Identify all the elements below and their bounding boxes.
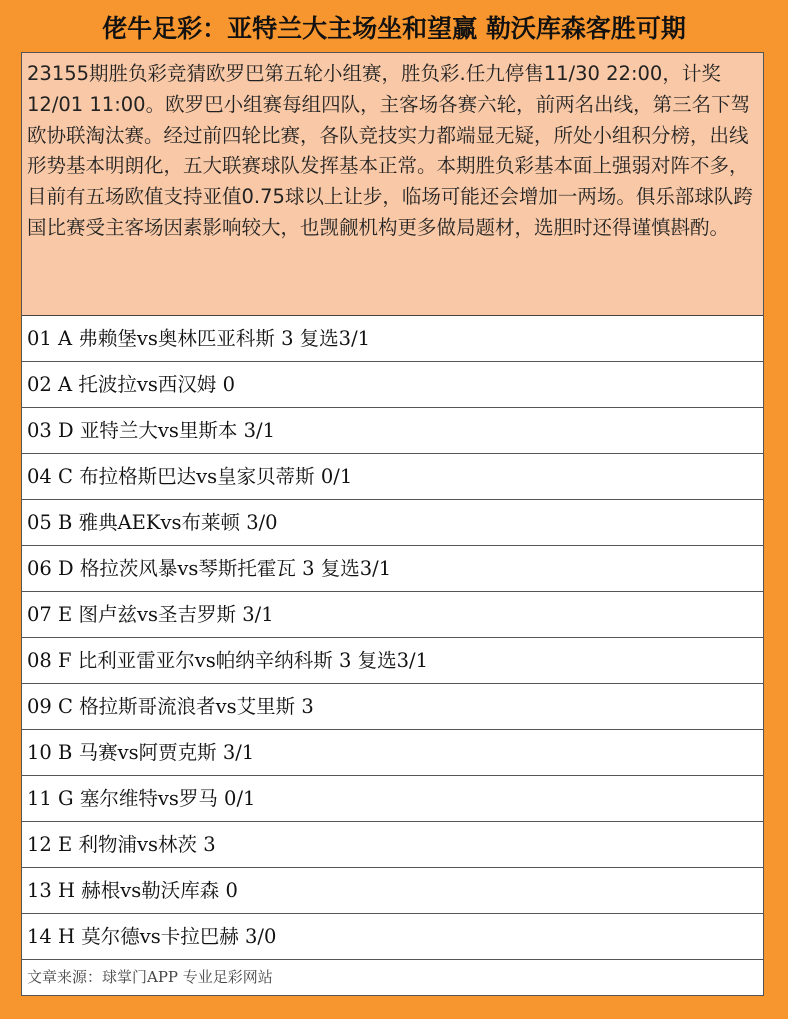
- match-number: 11: [27, 787, 52, 810]
- match-teams: 布拉格斯巴达vs皇家贝蒂斯: [79, 465, 315, 488]
- match-teams: 格拉斯哥流浪者vs艾里斯: [79, 695, 296, 718]
- match-number: 04: [27, 465, 52, 488]
- match-group: E: [58, 603, 73, 626]
- match-number: 14: [27, 925, 52, 948]
- match-teams: 图卢兹vs圣吉罗斯: [78, 603, 237, 626]
- page-title: 佬牛足彩：亚特兰大主场坐和望赢 勒沃库森客胜可期: [102, 14, 686, 43]
- match-pick: 3 复选3/1: [339, 649, 428, 672]
- match-row: [22, 592, 763, 638]
- match-group: F: [58, 649, 72, 672]
- match-row: [22, 914, 763, 960]
- match-teams: 赫根vs勒沃库森: [81, 879, 220, 902]
- match-number: 06: [27, 557, 52, 580]
- match-group: H: [58, 879, 76, 902]
- match-row: [22, 546, 763, 592]
- match-pick: 0/1: [320, 465, 353, 488]
- match-pick: 3/0: [244, 925, 277, 948]
- match-pick: 3/1: [222, 741, 255, 764]
- prediction-card: [21, 52, 764, 996]
- match-row: [22, 730, 763, 776]
- match-teams: 弗赖堡vs奥林匹亚科斯: [78, 327, 275, 350]
- match-teams: 比利亚雷亚尔vs帕纳辛纳科斯: [77, 649, 333, 672]
- match-group: A: [58, 373, 73, 396]
- match-teams: 莫尔德vs卡拉巴赫: [81, 925, 239, 948]
- match-pick: 3/1: [243, 419, 275, 442]
- match-group: D: [58, 419, 74, 442]
- match-number: 09: [27, 695, 52, 718]
- match-pick: 3/1: [242, 603, 274, 626]
- match-row: [22, 776, 763, 822]
- match-pick: 3: [203, 833, 216, 856]
- match-pick: 0: [225, 879, 238, 902]
- match-pick: 3: [301, 695, 314, 718]
- match-row: [22, 684, 763, 730]
- match-row: [22, 454, 763, 500]
- match-group: H: [58, 925, 76, 948]
- match-teams: 塞尔维特vs罗马: [79, 787, 218, 810]
- match-teams: 雅典AEKvs布莱顿: [78, 511, 240, 534]
- match-number: 01: [27, 327, 52, 350]
- match-group: G: [58, 787, 74, 810]
- match-teams: 亚特兰大vs里斯本: [79, 419, 238, 442]
- match-row: [22, 868, 763, 914]
- match-pick: 3/0: [246, 511, 278, 534]
- match-row: [22, 822, 763, 868]
- match-number: 02: [27, 373, 52, 396]
- match-list: [22, 316, 763, 960]
- match-teams: 马赛vs阿贾克斯: [78, 741, 217, 764]
- match-number: 13: [27, 879, 52, 902]
- match-pick: 3 复选3/1: [281, 327, 371, 350]
- match-pick: 0: [222, 373, 235, 396]
- match-group: E: [58, 833, 73, 856]
- match-pick: 3 复选3/1: [302, 557, 392, 580]
- intro-paragraph: 23155期胜负彩竞猜欧罗巴第五轮小组赛，胜负彩.任九停售11/30 22:00，计奖12/01 11:00。欧罗巴小组赛每组四队，主客场各赛六轮，前两名出线，第三名下驾欧协联淘汰赛。经过前四轮比赛，各队竞技实力都端显无疑，所处小组积分榜，出线形势基本明朗化，五大联赛球队发挥基本正常。本期胜负彩基本面上强弱对阵不多，目前有五场欧值支持亚值0.75球以上让步，临场可能还会增加一两场。俱乐部球队跨国比赛受主客场因素影响较大，也觊觎机构更多做局题材，选胆时还得谨慎斟酌。: [22, 53, 763, 316]
- match-row: [22, 362, 763, 408]
- match-teams: 格拉茨风暴vs琴斯托霍瓦: [79, 557, 296, 580]
- match-number: 05: [27, 511, 52, 534]
- match-number: 03: [27, 419, 52, 442]
- match-group: C: [58, 465, 73, 488]
- match-pick: 0/1: [224, 787, 256, 810]
- match-row: [22, 638, 763, 684]
- match-number: 07: [27, 603, 52, 626]
- match-number: 10: [27, 741, 52, 764]
- match-teams: 利物浦vs林茨: [78, 833, 198, 856]
- match-number: 12: [27, 833, 52, 856]
- match-teams: 托波拉vs西汉姆: [78, 373, 217, 396]
- match-group: B: [58, 511, 73, 534]
- match-group: A: [58, 327, 73, 350]
- match-row: [22, 408, 763, 454]
- match-group: D: [58, 557, 74, 580]
- match-number: 08: [27, 649, 52, 672]
- source-footer: 文章来源：球掌门APP 专业足彩网站: [27, 968, 273, 986]
- match-row: [22, 316, 763, 362]
- match-group: C: [58, 695, 73, 718]
- match-row: [22, 500, 763, 546]
- match-group: B: [58, 741, 73, 764]
